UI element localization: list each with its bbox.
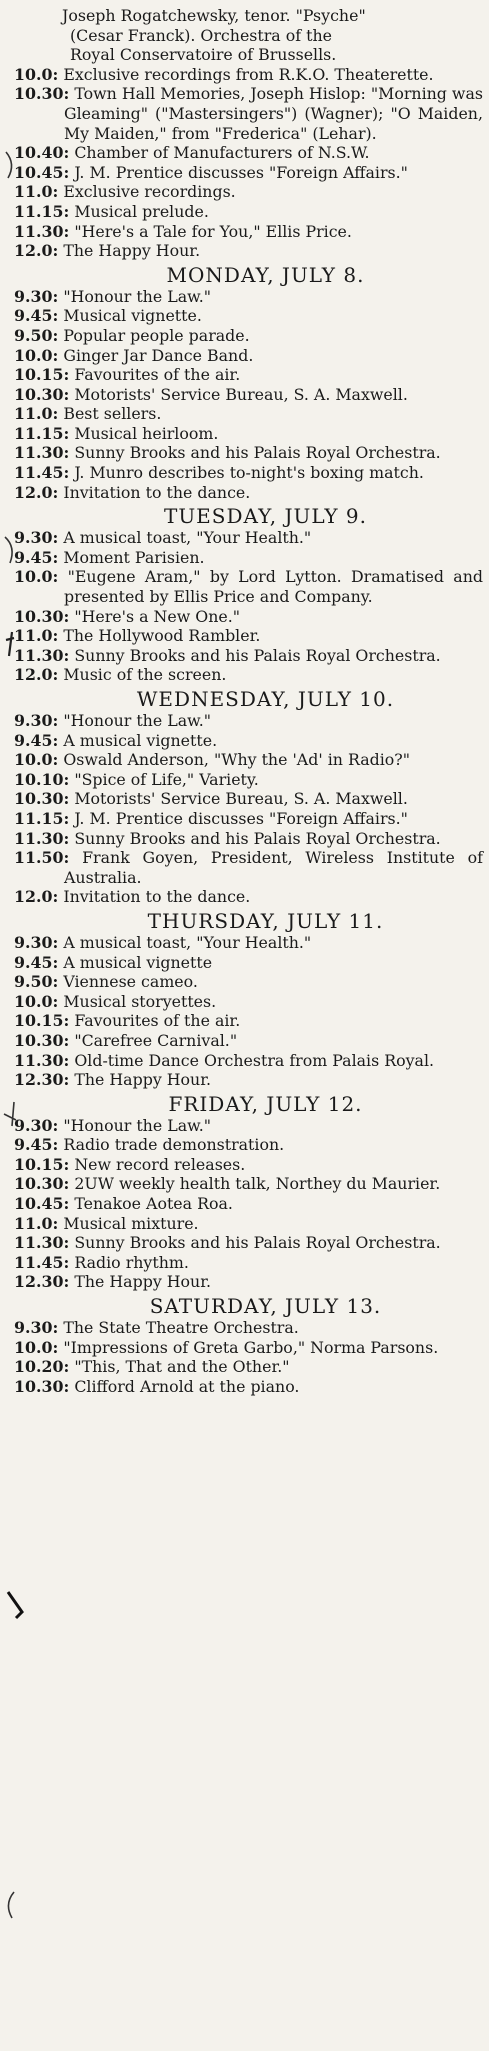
schedule-title: New record releases. (74, 1154, 246, 1174)
schedule-title: "Honour the Law." (63, 1115, 212, 1135)
schedule-item (8, 1194, 483, 1214)
day-heading: MONDAY, JULY 8. (166, 262, 365, 287)
schedule-item (8, 953, 483, 973)
schedule-time: 11.0: (14, 404, 59, 424)
schedule-time: 11.50: (14, 848, 70, 868)
schedule-item (8, 848, 483, 887)
schedule-title: "Here's a Tale for You," Ellis Price. (74, 221, 352, 241)
day-heading: THURSDAY, JULY 11. (147, 908, 384, 933)
schedule-item (8, 711, 483, 731)
schedule-item (8, 887, 483, 907)
schedule-item (8, 163, 483, 183)
intro-paragraph (8, 6, 483, 65)
schedule-title: "Spice of Life," Variety. (74, 769, 259, 789)
schedule-item (8, 1031, 483, 1051)
schedule-time: 9.45: (14, 730, 59, 750)
pen-mark (2, 150, 20, 180)
schedule-time: 10.20: (14, 1357, 70, 1377)
schedule-item (8, 1051, 483, 1071)
schedule-time: 10.30: (14, 84, 70, 104)
day-section (8, 1295, 483, 1396)
schedule-time: 10.30: (14, 1174, 70, 1194)
schedule-item (8, 287, 483, 307)
schedule-item (8, 567, 483, 606)
schedule-title: "Eugene Aram," by Lord Lytton. Dramatised and presented by Ellis Price and Company. (64, 567, 483, 607)
schedule-title: Musical vignette. (63, 306, 202, 326)
schedule-time: 10.15: (14, 1011, 70, 1031)
schedule-time: 10.30: (14, 1376, 70, 1396)
schedule-item (8, 933, 483, 953)
schedule-item (8, 1155, 483, 1175)
schedule-time: 11.0: (14, 626, 59, 646)
schedule-item (8, 607, 483, 627)
schedule-item (8, 829, 483, 849)
schedule-title: 2UW weekly health talk, Northey du Maurier. (74, 1174, 441, 1194)
schedule-time: 11.30: (14, 828, 70, 848)
schedule-time: 12.0: (14, 482, 59, 502)
schedule-time: 11.15: (14, 808, 70, 828)
schedule-item (8, 548, 483, 568)
schedule-time: 12.0: (14, 241, 59, 261)
schedule-time: 9.45: (14, 306, 59, 326)
schedule-title: The Happy Hour. (74, 1070, 212, 1090)
schedule-title: "Honour the Law." (63, 286, 212, 306)
schedule-item (8, 1135, 483, 1155)
schedule-title: Oswald Anderson, "Why the 'Ad' in Radio?" (63, 750, 411, 770)
day-section (8, 1093, 483, 1292)
schedule-time: 10.15: (14, 365, 70, 385)
schedule-time: 11.15: (14, 423, 70, 443)
schedule-time: 9.45: (14, 547, 59, 567)
schedule-time: 12.30: (14, 1272, 70, 1292)
schedule-time: 11.30: (14, 443, 70, 463)
schedule-title: Best sellers. (63, 404, 162, 424)
schedule-time: 9.50: (14, 325, 59, 345)
schedule-time: 10.45: (14, 162, 70, 182)
schedule-time: 10.0: (14, 345, 59, 365)
schedule-title: The Happy Hour. (63, 241, 201, 261)
schedule-time: 10.0: (14, 64, 59, 84)
schedule-title: Musical storyettes. (63, 991, 217, 1011)
pen-mark (6, 1590, 24, 1620)
schedule-item (8, 1318, 483, 1338)
schedule-item (8, 365, 483, 385)
schedule-title: The Happy Hour. (74, 1272, 212, 1292)
weekday-schedules (8, 264, 483, 1397)
schedule-title: A musical toast, "Your Health." (63, 932, 312, 952)
schedule-item (8, 750, 483, 770)
schedule-time: 11.0: (14, 182, 59, 202)
day-heading: WEDNESDAY, JULY 10. (136, 687, 395, 711)
schedule-time: 10.0: (14, 1337, 59, 1357)
schedule-title: A musical vignette (63, 952, 213, 972)
schedule-time: 12.30: (14, 1070, 70, 1090)
schedule-time: 11.30: (14, 1233, 70, 1253)
schedule-item (8, 789, 483, 809)
schedule-title: A musical vignette. (63, 730, 218, 750)
schedule-title: Old-time Dance Orchestra from Palais Royal. (74, 1050, 435, 1070)
schedule-item (8, 424, 483, 444)
schedule-item (8, 306, 483, 326)
schedule-title: Radio rhythm. (74, 1252, 189, 1272)
schedule-title: Exclusive recordings. (63, 182, 236, 202)
schedule-title: Musical mixture. (63, 1213, 199, 1233)
schedule-item (8, 809, 483, 829)
schedule-item (8, 326, 483, 346)
schedule-time: 9.30: (14, 1318, 59, 1338)
schedule-time: 10.0: (14, 991, 59, 1011)
pen-mark (2, 1890, 20, 1920)
schedule-item (8, 404, 483, 424)
schedule-title: "Carefree Carnival." (74, 1030, 238, 1050)
schedule-time: 12.0: (14, 887, 59, 907)
schedule-title: Exclusive recordings from R.K.O. Theaterette. (63, 64, 434, 84)
day-heading: FRIDAY, JULY 12. (168, 1091, 363, 1116)
schedule-title: Musical heirloom. (74, 423, 219, 443)
schedule-title: Sunny Brooks and his Palais Royal Orchestra. (74, 645, 441, 665)
schedule-title: "Impressions of Greta Garbo," Norma Parsons. (63, 1337, 439, 1357)
day-heading: TUESDAY, JULY 9. (163, 504, 368, 529)
schedule-title: Tenakoe Aotea Roa. (74, 1194, 233, 1214)
schedule-title: Invitation to the dance. (63, 887, 251, 907)
schedule-item (8, 202, 483, 222)
schedule-title: Sunny Brooks and his Palais Royal Orchestra. (74, 1233, 441, 1253)
schedule-item (8, 1338, 483, 1358)
schedule-item (8, 1357, 483, 1377)
schedule-time: 10.30: (14, 789, 70, 809)
schedule-item (8, 1214, 483, 1234)
schedule-title: A musical toast, "Your Health." (63, 528, 312, 548)
pen-mark (2, 535, 20, 565)
schedule-item (8, 346, 483, 366)
schedule-time: 11.45: (14, 1252, 70, 1272)
schedule-time: 9.45: (14, 952, 59, 972)
schedule-time: 11.30: (14, 1050, 70, 1070)
schedule-item (8, 385, 483, 405)
schedule-item (8, 770, 483, 790)
schedule-time: 11.30: (14, 221, 70, 241)
schedule-item (8, 972, 483, 992)
schedule-time: 10.0: (14, 750, 59, 770)
schedule-title: The State Theatre Orchestra. (63, 1318, 299, 1338)
schedule-title: Ginger Jar Dance Band. (63, 345, 254, 365)
schedule-item (8, 731, 483, 751)
schedule-time: 10.0: (14, 567, 59, 587)
schedule-item (8, 65, 483, 85)
schedule-item (8, 528, 483, 548)
schedule-title: Motorists' Service Bureau, S. A. Maxwell. (74, 789, 408, 809)
day-section (8, 910, 483, 1090)
schedule-title: Sunny Brooks and his Palais Royal Orchestra. (74, 443, 441, 463)
schedule-item (8, 1377, 483, 1397)
schedule-item (8, 443, 483, 463)
schedule-title: Motorists' Service Bureau, S. A. Maxwell. (74, 384, 408, 404)
schedule-title: Musical prelude. (74, 201, 209, 221)
sunday-schedule (8, 65, 483, 261)
schedule-item (8, 1233, 483, 1253)
schedule-title: Favourites of the air. (74, 365, 241, 385)
schedule-time: 9.45: (14, 1135, 59, 1155)
schedule-title: Viennese cameo. (63, 972, 198, 992)
schedule-item (8, 1011, 483, 1031)
schedule-item (8, 992, 483, 1012)
schedule-title: Popular people parade. (63, 325, 250, 345)
schedule-item (8, 1116, 483, 1136)
schedule-time: 10.15: (14, 1154, 70, 1174)
schedule-title: Frank Goyen, President, Wireless Institute of Australia. (64, 848, 483, 887)
schedule-title: Music of the screen. (63, 665, 227, 685)
intro-line-2: (Cesar Franck). Orchestra of the (70, 25, 332, 45)
schedule-time: 10.30: (14, 1030, 70, 1050)
intro-line-3: Royal Conservatoire of Brussells. (70, 45, 337, 65)
day-heading: SATURDAY, JULY 13. (149, 1294, 382, 1319)
schedule-time: 11.0: (14, 1213, 59, 1233)
schedule-time: 10.30: (14, 606, 70, 626)
schedule-item (8, 626, 483, 646)
schedule-item (8, 143, 483, 163)
schedule-title: Clifford Arnold at the piano. (74, 1376, 300, 1396)
schedule-time: 9.30: (14, 711, 59, 730)
schedule-time: 10.40: (14, 143, 70, 163)
schedule-time: 10.30: (14, 384, 70, 404)
day-section (8, 505, 483, 685)
schedule-title: Radio trade demonstration. (63, 1135, 285, 1155)
schedule-item (8, 1070, 483, 1090)
schedule-title: J. M. Prentice discusses "Foreign Affairs." (74, 808, 408, 828)
schedule-time: 11.15: (14, 201, 70, 221)
schedule-item (8, 483, 483, 503)
schedule-item (8, 463, 483, 483)
schedule-item (8, 1174, 483, 1194)
schedule-title: Town Hall Memories, Joseph Hislop: "Morning was Gleaming" ("Mastersingers") (Wagner); "O Maiden, My Maiden," from "Frederica" (Lehar). (64, 84, 483, 143)
schedule-title: "Here's a New One." (74, 606, 241, 626)
schedule-time: 9.30: (14, 1115, 59, 1135)
schedule-time: 12.0: (14, 665, 59, 685)
schedule-title: The Hollywood Rambler. (63, 626, 261, 646)
schedule-title: J. Munro describes to-night's boxing match. (74, 463, 424, 483)
day-section (8, 688, 483, 907)
schedule-item (8, 241, 483, 261)
schedule-time: 11.45: (14, 463, 70, 483)
schedule-item (8, 1253, 483, 1273)
intro-line-1: Joseph Rogatchewsky, tenor. "Psyche" (62, 6, 366, 25)
schedule-title: Sunny Brooks and his Palais Royal Orchestra. (74, 828, 441, 848)
schedule-item (8, 646, 483, 666)
schedule-item (8, 222, 483, 242)
schedule-time: 11.30: (14, 645, 70, 665)
schedule-time: 9.50: (14, 972, 59, 992)
schedule-time: 9.30: (14, 932, 59, 952)
schedule-item (8, 182, 483, 202)
schedule-item (8, 665, 483, 685)
schedule-item (8, 84, 483, 143)
schedule-time: 9.30: (14, 528, 59, 548)
schedule-title: Favourites of the air. (74, 1011, 241, 1031)
day-section (8, 264, 483, 503)
schedule-time: 9.30: (14, 286, 59, 306)
schedule-time: 10.45: (14, 1194, 70, 1214)
schedule-title: Moment Parisien. (63, 547, 205, 567)
schedule-time: 10.10: (14, 769, 70, 789)
schedule-title: "This, That and the Other." (74, 1357, 290, 1377)
schedule-title: Invitation to the dance. (63, 482, 251, 502)
schedule-title: "Honour the Law." (63, 711, 212, 730)
pen-mark (2, 1100, 20, 1130)
schedule-title: Chamber of Manufacturers of N.S.W. (74, 143, 370, 163)
schedule-item (8, 1272, 483, 1292)
schedule-title: J. M. Prentice discusses "Foreign Affairs." (74, 162, 408, 182)
pen-mark (2, 630, 20, 660)
